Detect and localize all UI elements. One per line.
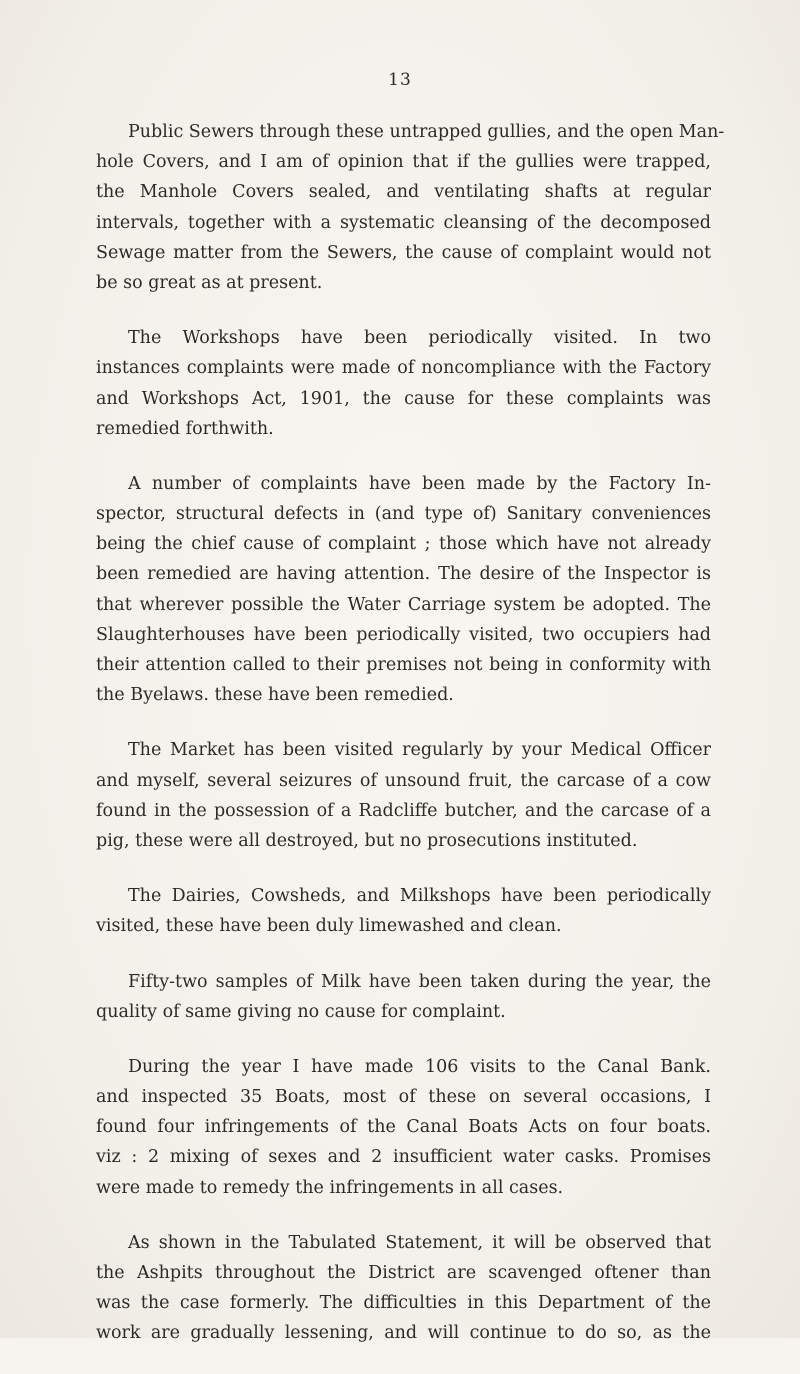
text-line: that wherever possible the Water Carriage system be adopted. The xyxy=(96,594,711,615)
text-line: pig, these were all destroyed, but no prosecutions instituted. xyxy=(96,830,638,851)
text-line: quality of same giving no cause for complaint. xyxy=(96,1001,506,1022)
text-line: Fifty-two samples of Milk have been taken during the year, the xyxy=(128,971,711,992)
text-line: intervals, together with a systematic cleansing of the decomposed xyxy=(96,212,711,233)
text-line: Public Sewers through these untrapped gullies, and the open Man- xyxy=(128,122,725,142)
text-line: was the case formerly. The difficulties in this Department of the xyxy=(96,1293,711,1314)
text-line: Sewage matter from the Sewers, the cause of complaint would not xyxy=(96,242,711,263)
text-line: work are gradually lessening, and will continue to do so, as the xyxy=(96,1323,711,1344)
paragraph xyxy=(96,967,711,1027)
text-line: were made to remedy the infringements in all cases. xyxy=(96,1177,564,1198)
text-line: visited, these have been duly limewashed and clean. xyxy=(96,916,562,937)
paragraph xyxy=(96,323,711,444)
paragraph xyxy=(96,469,711,711)
text-line: During the year I have made 106 visits to the Canal Bank. xyxy=(128,1056,711,1077)
page-number: 13 xyxy=(388,70,412,90)
text-line: and inspected 35 Boats, most of these on several occasions, I xyxy=(96,1087,711,1108)
text-line: spector, structural defects in (and type of) Sanitary conveniences xyxy=(96,504,711,525)
text-line: The Dairies, Cowsheds, and Milkshops have been periodically xyxy=(128,886,711,907)
text-line: found in the possession of a Radcliffe butcher, and the carcase of a xyxy=(96,800,711,821)
text-line: hole Covers, and I am of opinion that if the gullies were trapped, xyxy=(96,152,711,173)
text-line: the Manhole Covers sealed, and ventilating shafts at regular xyxy=(96,182,711,203)
text-line: being the chief cause of complaint ; those which have not already xyxy=(96,534,711,555)
paragraph xyxy=(96,117,725,298)
text-line: Slaughterhouses have been periodically visited, two occupiers had xyxy=(96,624,711,645)
text-line: viz : 2 mixing of sexes and 2 insufficient water casks. Promises xyxy=(96,1147,711,1168)
text-line: and Workshops Act, 1901, the cause for these complaints was xyxy=(96,388,711,409)
text-line: the Ashpits throughout the District are scavenged oftener than xyxy=(96,1263,711,1283)
text-line: their attention called to their premises not being in conformity with xyxy=(96,655,711,675)
paragraph xyxy=(96,735,711,856)
text-line: instances complaints were made of noncompliance with the Factory xyxy=(96,358,711,379)
text-line: and myself, several seizures of unsound fruit, the carcase of a cow xyxy=(96,770,711,791)
text-line: The Market has been visited regularly by your Medical Officer xyxy=(128,740,711,761)
text-line: The Workshops have been periodically visited. In two xyxy=(128,328,711,349)
text-line: As shown in the Tabulated Statement, it will be observed that xyxy=(128,1232,711,1253)
body-text xyxy=(96,117,725,1374)
text-line: remedied forthwith. xyxy=(96,418,274,439)
text-line: been remedied are having attention. The desire of the Inspector is xyxy=(96,564,711,585)
paragraph xyxy=(96,1228,711,1349)
text-line: the Byelaws. these have been remedied. xyxy=(96,685,454,706)
text-line: found four infringements of the Canal Boats Acts on four boats. xyxy=(96,1117,711,1138)
paragraph xyxy=(96,1052,711,1203)
paragraph xyxy=(96,881,711,941)
text-line: A number of complaints have been made by the Factory In- xyxy=(128,473,711,494)
text-line: be so great as at present. xyxy=(96,272,323,293)
